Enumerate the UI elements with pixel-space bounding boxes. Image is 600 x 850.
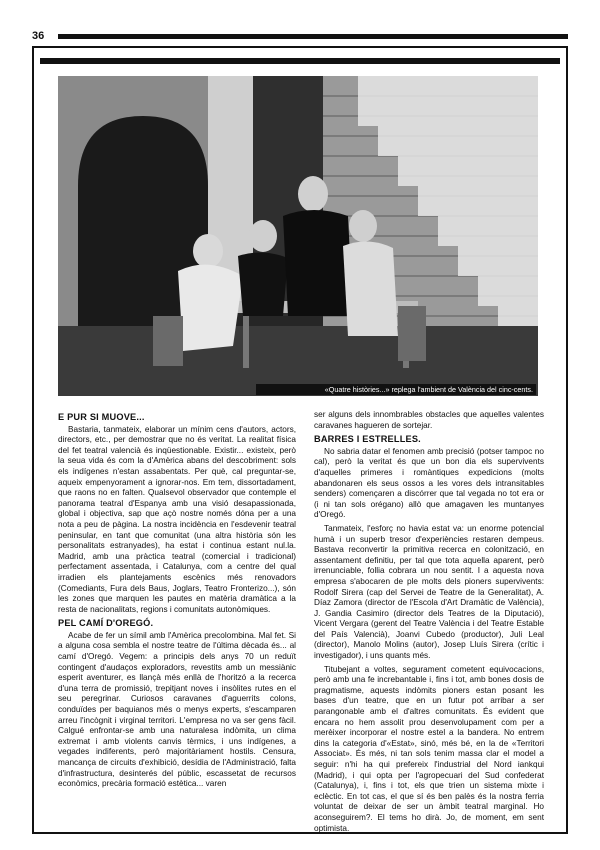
paragraph: Titubejant a voltes, segurament cometent equivocacions, però amb una fe increbantable i, fins i tot, amb bones dosis de pragmatisme, aquests indòmits pioners estan posant les bases d'un teatre, que en un futur pot arribar a ser parangonable amb el d'altres comunitats. És evident que encara no hem assolit prou desenvolupament com per a merèixer incorporar el nostre estel a la bandera. No entrem dins la categoria d'«Estat», sinó, més bé, en la de «Territori Associat». És més, ni tan sols tenim massa clar el model a seguir: n'hi ha qui prefereix l'industrial del Nord iankqui (Madrid), i qui opta per l'agropecuari del Sud confederat (Catalunya), i, fins i tot, els que trien un sistema mixte i eclèctic. En tot cas, el que sí és ben palès és la nostra ferria voluntat de deixar de ser un àmbit teatral marginal. Ho aconseguirem?. El tems ho dirà. Jo, de moment, em sent optimista. [314,664,544,833]
left-column [58,410,296,793]
header-rule [58,34,568,39]
paragraph: No sabria datar el fenomen amb precisió (potser tampoc no cal), però la veritat és que un bon dia els supervivents d'aquelles primeres i romàntiques expedicions (molts abandonaren els seus ossos a les vores dels intransitables senders) començaren a discórrer que tal vegada no tot era or (i ni tan sols orégano) allò que amagaven les muntanyes d'Oregó. [314,446,544,520]
right-column [314,410,544,837]
section-heading-e-pur-si-muove: E PUR SI MUOVE... [58,412,145,422]
paragraph: Bastaria, tanmateix, elaborar un mínim cens d'autors, actors, directors, etc., per demostrar que no és veritat. La realitat física del fet teatral valencià és inqüestionable. Existir... existeix, però la seua vida és com la d'Amèrica abans del descobriment: sols els indígenes n'estan assabentats. Per què, cal preguntar-se, aqueix empenyorament a ignorar-nos. Em tem, dissortadament, que raons no en falten. Qualsevol observador que contemple el panorama teatral d'Espanya amb una visió desapassionada, global i objectiva, sap que açò nostre només dóna per a una nota a peu de pàgina. La nostra incidència en l'esdevenir teatral peninsular, en tant que comunitat (una altra història són les personalitats estranyades), ha estat i continua estant nul.la. Madrid, amb una pràctica teatral (comercial i tradicional) perfectament assentada, i Catalunya, com a centre del qual irradien els plantejaments escènics més renovadors (Comediants, Fura dels Baus, Joglars, Teatro Fronterizo...), són les zones que marquen les pautes en matèria dramàtica a la resta de nacionalitats, regions i comunitats autonòmiques. [58,424,296,614]
section-heading-barres-i-estrelles: BARRES I ESTRELLES. [314,434,421,445]
photo-caption: «Quatre històries...» replega l'ambient de València del cinc-cents. [256,384,536,395]
theatre-photo [58,76,538,396]
stage-scene-image [58,76,538,396]
section-heading-pel-cami-d-orego: PEL CAMÍ D'OREGÓ. [58,618,154,629]
paragraph: Acabe de fer un símil amb l'Amèrica precolombina. Mal fet. Si a alguna cosa sembla el nostre teatre de l'última dècada és... al camí d'Oregó. Vegem: a principis dels anys 70 un reduït contingent d'audaços exploradors, revestits amb un messiànic esperit aventurer, es llançà més enllà de l'horitzó a la recerca d'una terra de promissió, trepitjant noves i insòlites rutes en el seu peregrinar. Curiosos caravanes d'aguerrits colons, conduïdes per baquianos més o menys experts, s'escamparen arreu l'incògnit i virginal territori. L'empresa no va ser gens fàcil. Calgué enfrontar-se amb una naturalesa indòmita, un clima extremat i amb violents canvis tèrmics, i uns indígenes, a vegades indiferents, però majoritàriament hostils. Censura, mancança de circuits d'exhibició, desídia de l'Administració, falta d'infrastructura, desinterés del públic, escassetat de recursos econòmics, precària formació estètica... varen [58,630,296,789]
paragraph: Tanmateix, l'esforç no havia estat va: un enorme potencial humà i un superb tresor d'experiències restaren dempeus. Bastava reconvertir la primitiva recerca en colonització, en assentament definitiu, per tal que tota aquella aparent, però irrenunciable, follia cobrara un nou sentit. I a aquesta nova empresa s'abocaren de ple molts dels pioners supervivents: Rodolf Sirera (cap del Servei de Teatre de la Generalitat), A. Díaz Zamora (director de l'Escola d'Art Dramàtic de València), J. Gandia Casimiro (director dels Teatres de la Diputació), Vicent Vergara (gerent del Teatre València i del Teatre Estable del País Valencià), Joanvi Cubedo (productor), Juli Leal (director), Manolo Molins (autor), Josep Lluís Sirera (crític i investigador), i uns quants més. [314,523,544,661]
page-number: 36 [32,30,45,42]
paragraph-continuation: ser alguns dels innombrables obstacles que aquelles valentes caravanes hagueren de sortejar. [314,410,544,430]
frame-top-bar [40,58,560,64]
